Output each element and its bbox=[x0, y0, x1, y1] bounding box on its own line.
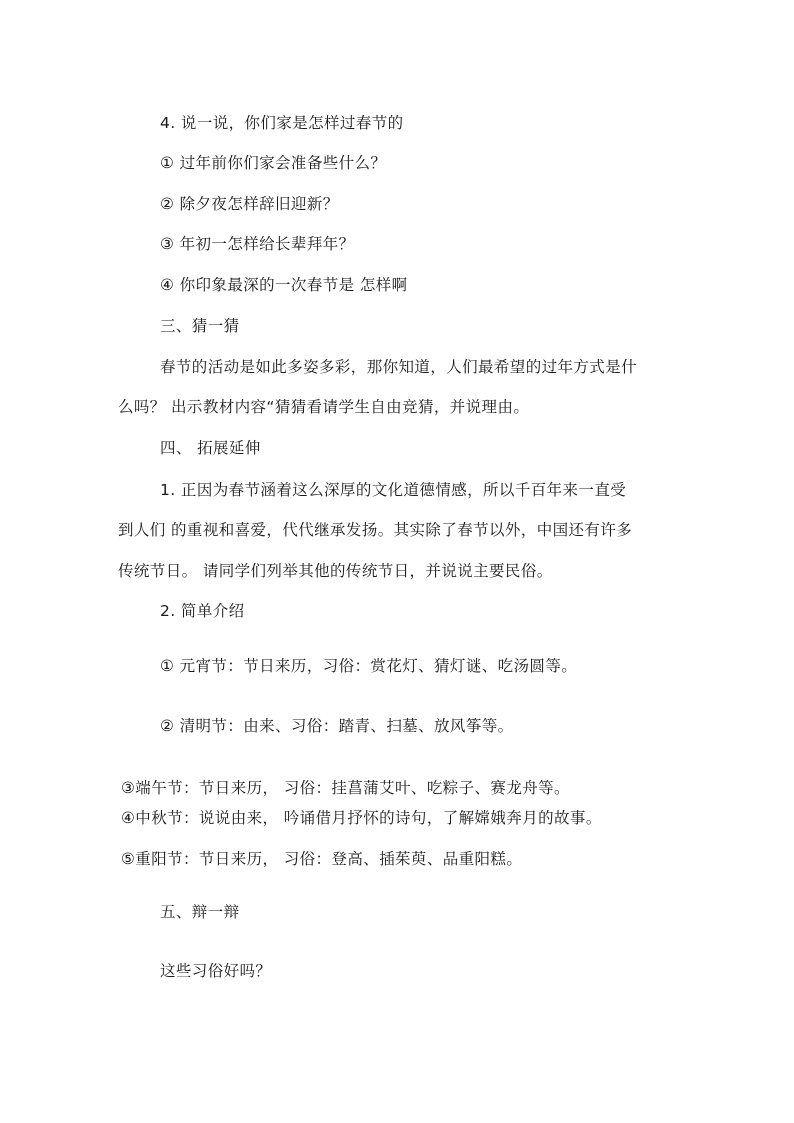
question-2: ② 除夕夜怎样辞旧迎新？ bbox=[160, 195, 339, 213]
question-4: ④ 你印象最深的一次春节是 怎样啊 bbox=[160, 276, 408, 294]
festival-double-ninth: ⑤重阳节：节日来历， 习俗：登高、插茱萸、品重阳糕。 bbox=[121, 850, 523, 868]
festival-lantern: ① 元宵节：节日来历，习俗：赏花灯、猜灯谜、吃汤圆等。 bbox=[160, 657, 578, 675]
question-1: ① 过年前你们家会准备些什么？ bbox=[160, 154, 387, 172]
section-5-heading: 五、辩一辩 bbox=[160, 903, 240, 921]
paragraph-extend-line-1: 1. 正因为春节涵着这么深厚的文化道德情感，所以千百年来一直受 bbox=[160, 481, 627, 499]
item-2-heading: 2. 简单介绍 bbox=[160, 602, 245, 620]
paragraph-extend-line-2: 到人们 的重视和喜爱，代代继承发扬。其实除了春节以外，中国还有许多 bbox=[118, 521, 633, 539]
closing-question: 这些习俗好吗？ bbox=[160, 962, 272, 980]
festival-dragon-boat: ③端午节：节日来历， 习俗：挂菖蒲艾叶、吃粽子、赛龙舟等。 bbox=[121, 779, 570, 797]
festival-mid-autumn: ④中秋节：说说由来， 吟诵借月抒怀的诗句，了解嫦娥奔月的故事。 bbox=[121, 809, 602, 827]
paragraph-extend-line-3: 传统节日。 请同学们列举其他的传统节日，并说说主要民俗。 bbox=[118, 562, 553, 580]
paragraph-guess-line-2: 么吗？ 出示教材内容“猜猜看请学生自由竞猜，并说理由。 bbox=[118, 398, 530, 416]
section-4-heading: 四、 拓展延伸 bbox=[160, 439, 261, 457]
festival-qingming: ② 清明节：由来、习俗：踏青、扫墓、放风筝等。 bbox=[160, 717, 514, 735]
section-3-heading: 三、猜一猜 bbox=[160, 317, 240, 335]
paragraph-guess-line-1: 春节的活动是如此多姿多彩，那你知道，人们最希望的过年方式是什 bbox=[160, 358, 638, 376]
item-4-heading: 4. 说一说，你们家是怎样过春节的 bbox=[160, 114, 404, 132]
question-3: ③ 年初一怎样给长辈拜年？ bbox=[160, 235, 355, 253]
